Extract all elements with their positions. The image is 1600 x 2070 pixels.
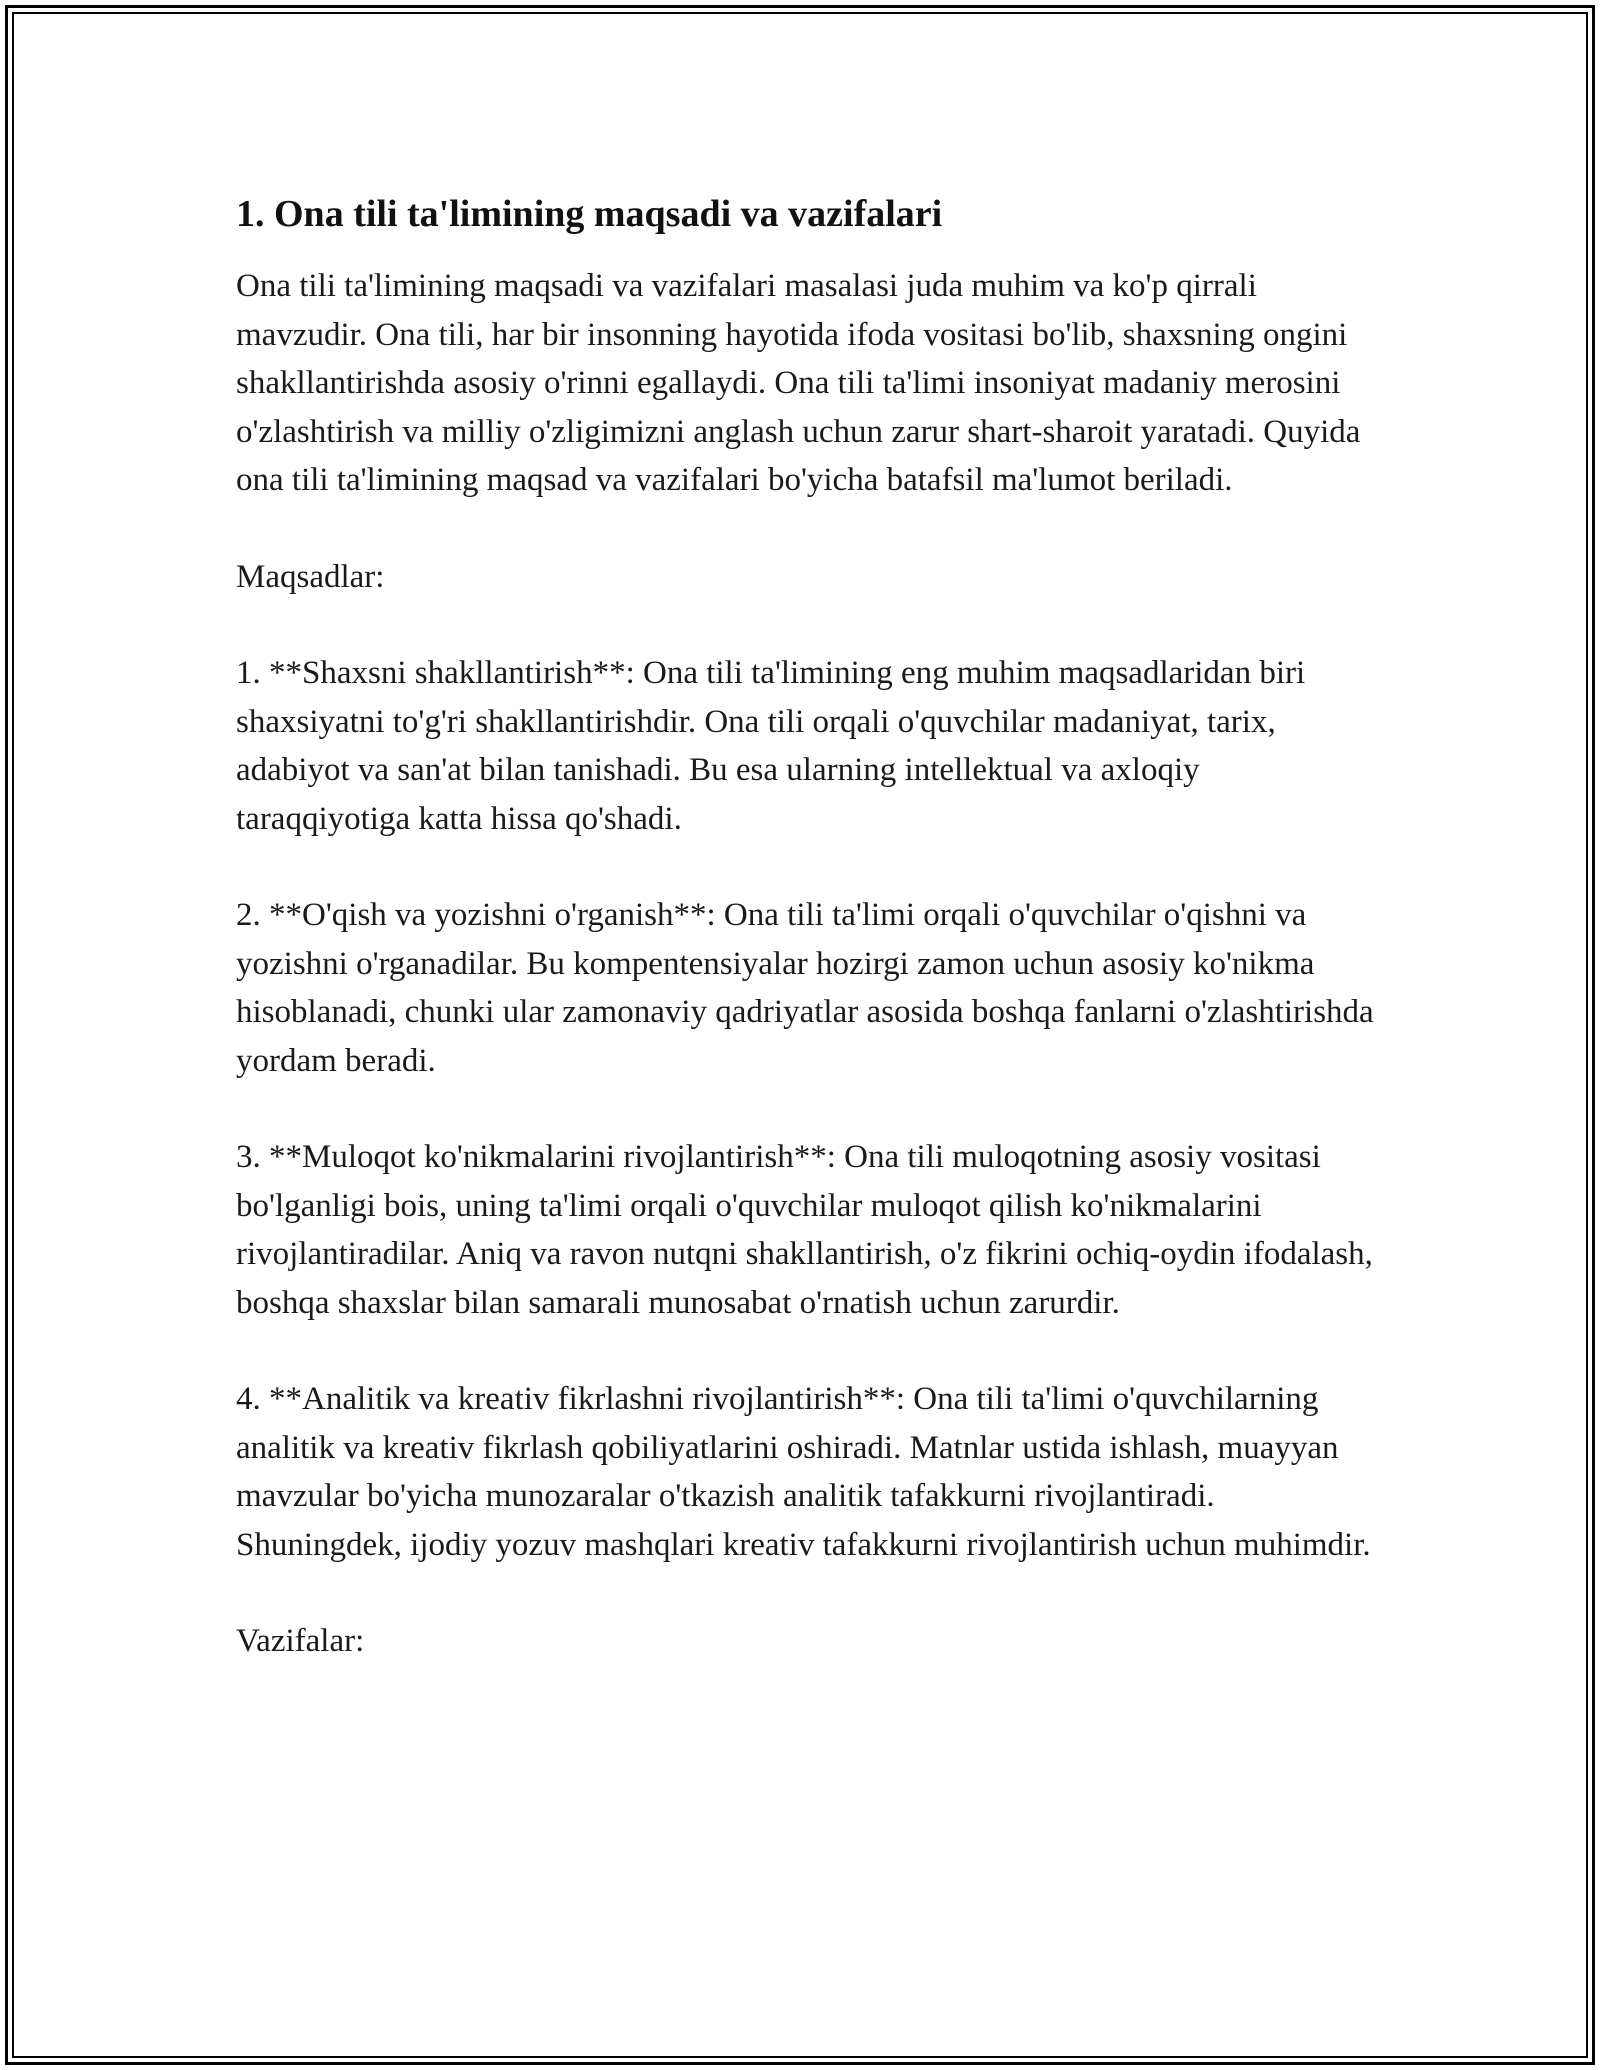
intro-paragraph: Ona tili ta'limining maqsadi va vazifalari masalasi juda muhim va ko'p qirrali mavzudir. Ona tili, har bir insonning hayotida ifoda vositasi bo'lib, shaxsning ongini shakllantirishda asosiy o'rinni egallaydi. Ona tili ta'limi insoniyat madaniy merosini o'zlashtirish va milliy o'zligimizni anglash uchun zarur shart-sharoit yaratadi. Quyida ona tili ta'limining maqsad va vazifalari bo'yicha batafsil ma'lumot beriladi. — [236, 268, 1361, 498]
goals-label: Maqsadlar: — [236, 558, 385, 595]
goal-item-2: 2. **O'qish va yozishni o'rganish**: Ona tili ta'limi orqali o'quvchilar o'qishni va yozishni o'rganadilar. Bu kompentensiyalar hozirgi zamon uchun asosiy ko'nikma hisoblanadi, chunki ular zamonaviy qadriyatlar asosida boshqa fanlarni o'zlashtirishda yordam beradi. — [236, 897, 1374, 1079]
goal-item-1: 1. **Shaxsni shakllantirish**: Ona tili ta'limining eng muhim maqsadlaridan biri shaxsiyatni to'g'ri shakllantirishdir. Ona tili orqali o'quvchilar madaniyat, tarix, adabiyot va san'at bilan tanishadi. Bu esa ularning intellektual va axloqiy taraqqiyotiga katta hissa qo'shadi. — [236, 655, 1306, 837]
goal-item-3: 3. **Muloqot ko'nikmalarini rivojlantirish**: Ona tili muloqotning asosiy vositasi bo'lganligi bois, uning ta'limi orqali o'quvchilar muloqot qilish ko'nikmalarini rivojlantiradilar. Aniq va ravon nutqni shakllantirish, o'z fikrini ochiq-oydin ifodalash, boshqa shaxslar bilan samarali munosabat o'rnatish uchun zarurdir. — [236, 1139, 1373, 1321]
tasks-label: Vazifalar: — [236, 1623, 365, 1659]
document-body — [236, 186, 1376, 1714]
document-heading: 1. Ona tili ta'limining maqsadi va vazifalari — [236, 193, 943, 235]
goal-item-4: 4. **Analitik va kreativ fikrlashni rivojlantirish**: Ona tili ta'limi o'quvchilarning analitik va kreativ fikrlash qobiliyatlarini oshiradi. Matnlar ustida ishlash, muayyan mavzular bo'yicha munozaralar o'tkazish analitik tafakkurni rivojlantiradi. Shuningdek, ijodiy yozuv mashqlari kreativ tafakkurni rivojlantirish uchun muhimdir. — [236, 1381, 1371, 1563]
